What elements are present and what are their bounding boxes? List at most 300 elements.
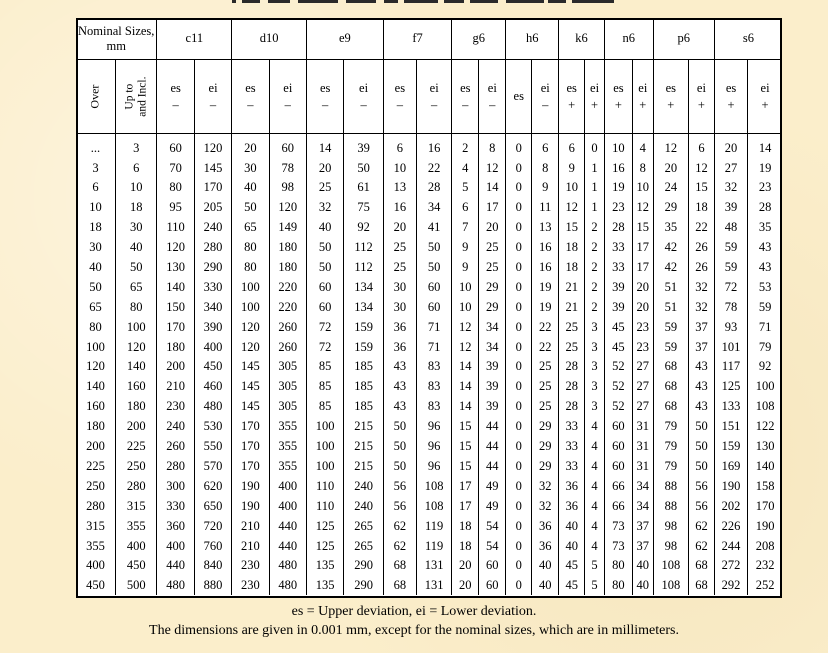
deviation-cell: 140: [157, 277, 194, 297]
deviation-cell: 39: [344, 134, 383, 158]
deviation-cell: 68: [383, 556, 416, 576]
deviation-cell: 92: [758, 359, 772, 374]
deviation-cell: 60: [269, 134, 306, 158]
deviation-cell: 125: [306, 536, 343, 556]
deviation-cell: 16: [532, 257, 559, 277]
deviation-cell: 22: [532, 337, 559, 357]
deviation-cell: 550: [194, 436, 231, 456]
deviation-cell: 290: [344, 576, 383, 596]
deviation-cell: 36: [383, 317, 416, 337]
deviation-cell: 92: [344, 218, 383, 238]
deviation-cell: 240: [344, 496, 383, 516]
deviation-cell: 39: [714, 198, 747, 218]
deviation-cell: 16: [417, 134, 452, 158]
deviation-subheader: es +: [559, 60, 585, 134]
deviation-cell: 159: [714, 436, 747, 456]
deviation-cell: 108: [417, 476, 452, 496]
deviation-cell: 330: [157, 496, 194, 516]
over-cell: 80: [76, 317, 115, 337]
deviation-cell: 3: [585, 397, 605, 417]
deviation-cell: 2: [585, 297, 605, 317]
deviation-cell: 19: [604, 178, 632, 198]
deviation-cell: 20: [452, 556, 479, 576]
deviation-cell: 149: [269, 218, 306, 238]
deviation-cell: 18: [559, 257, 585, 277]
deviation-cell: 37: [632, 536, 653, 556]
deviation-cell: 40: [532, 576, 559, 596]
deviation-cell: 7: [452, 218, 479, 238]
upto-cell: 80: [115, 297, 157, 317]
deviation-cell: 50: [688, 416, 714, 436]
deviation-cell: 45: [604, 317, 632, 337]
over-cell: 140: [76, 377, 115, 397]
upto-cell: 3: [115, 134, 157, 158]
over-cell: 450: [76, 576, 115, 596]
deviation-subheader: es –: [383, 60, 416, 134]
deviation-cell: 68: [653, 357, 688, 377]
deviation-cell: 98: [269, 178, 306, 198]
deviation-cell: 32: [688, 277, 714, 297]
deviation-cell: 450: [194, 357, 231, 377]
upto-label: Up to and Incl.: [123, 76, 149, 117]
deviation-cell: 56: [383, 476, 416, 496]
deviation-cell: 71: [417, 317, 452, 337]
deviation-cell: 79: [653, 436, 688, 456]
deviation-cell: 50: [306, 257, 343, 277]
deviation-cell: 29: [479, 277, 506, 297]
table-row: [76, 297, 782, 317]
deviation-cell: 25: [479, 237, 506, 257]
deviation-cell: 1: [585, 178, 605, 198]
deviation-cell: 17: [632, 237, 653, 257]
deviation-cell: 100: [306, 436, 343, 456]
deviation-cell: 265: [344, 536, 383, 556]
over-cell: 10: [76, 198, 115, 218]
deviation-cell: 54: [479, 536, 506, 556]
deviation-cell: 210: [157, 377, 194, 397]
deviation-cell: 42: [653, 257, 688, 277]
deviation-cell: 215: [344, 416, 383, 436]
deviation-cell: 23: [632, 317, 653, 337]
deviation-cell: 180: [269, 257, 306, 277]
deviation-cell: 159: [344, 337, 383, 357]
deviation-subheader: ei –: [417, 60, 452, 134]
deviation-cell: 96: [417, 456, 452, 476]
deviation-cell: 290: [344, 556, 383, 576]
deviation-cell: 80: [157, 178, 194, 198]
deviation-cell: 120: [232, 337, 269, 357]
deviation-cell: 50: [306, 237, 343, 257]
deviation-cell: 60: [306, 277, 343, 297]
deviation-cell: 32: [714, 178, 747, 198]
deviation-cell: 43: [688, 357, 714, 377]
deviation-cell: 570: [194, 456, 231, 476]
deviation-cell: 650: [194, 496, 231, 516]
deviation-cell: 27: [632, 357, 653, 377]
deviation-cell: 16: [383, 198, 416, 218]
deviation-cell: 10: [452, 297, 479, 317]
upto-cell: 280: [115, 476, 157, 496]
deviation-cell: 3: [585, 317, 605, 337]
deviation-cell: 720: [194, 516, 231, 536]
deviation-cell: 4: [585, 476, 605, 496]
deviation-cell: 5: [585, 576, 605, 596]
deviation-cell: 34: [632, 496, 653, 516]
deviation-cell: 34: [632, 476, 653, 496]
deviation-cell: 44: [479, 456, 506, 476]
deviation-cell: 25: [532, 357, 559, 377]
deviation-cell: 12: [479, 158, 506, 178]
deviation-cell: 244: [714, 536, 747, 556]
table-row: [76, 198, 782, 218]
deviation-cell: 185: [344, 397, 383, 417]
over-cell: 160: [76, 397, 115, 417]
deviation-cell: 50: [383, 456, 416, 476]
deviation-cell: 305: [269, 377, 306, 397]
deviation-cell: 68: [688, 576, 714, 596]
deviation-cell: 25: [559, 317, 585, 337]
deviation-cell: 130: [157, 257, 194, 277]
deviation-cell: 0: [506, 357, 532, 377]
deviation-cell: 100: [306, 456, 343, 476]
deviation-cell: 190: [232, 496, 269, 516]
deviation-cell: 3: [585, 337, 605, 357]
deviation-cell: 265: [344, 516, 383, 536]
deviation-cell: 120: [269, 198, 306, 218]
deviation-cell: 34: [479, 337, 506, 357]
over-cell: 65: [76, 297, 115, 317]
deviation-cell: 131: [417, 556, 452, 576]
deviation-cell: 36: [559, 496, 585, 516]
deviation-cell: 21: [559, 297, 585, 317]
deviation-cell: 98: [653, 516, 688, 536]
deviation-cell: 110: [306, 496, 343, 516]
fits-table-sheet: [76, 18, 782, 598]
over-cell: 280: [76, 496, 115, 516]
deviation-cell: 0: [506, 476, 532, 496]
deviation-cell: 9: [559, 158, 585, 178]
deviation-cell: 0: [506, 516, 532, 536]
deviation-cell: 59: [714, 257, 747, 277]
deviation-cell: 14: [306, 134, 343, 158]
deviation-cell: 10: [452, 277, 479, 297]
deviation-cell: 51: [653, 277, 688, 297]
table-row: [76, 456, 782, 476]
deviation-subheader: es +: [604, 60, 632, 134]
deviation-cell: 17: [452, 476, 479, 496]
deviation-cell: 28: [559, 397, 585, 417]
deviation-cell: 50: [688, 456, 714, 476]
deviation-cell: 125: [714, 377, 747, 397]
deviation-cell: 110: [306, 476, 343, 496]
deviation-cell: 119: [417, 536, 452, 556]
fit-class-header: e9: [306, 18, 383, 60]
deviation-cell: 5: [452, 178, 479, 198]
deviation-cell: 45: [604, 337, 632, 357]
top-cropped-text-fragment: [0, 0, 828, 14]
deviation-cell: 15: [452, 436, 479, 456]
table-row: [76, 337, 782, 357]
deviation-cell: 480: [269, 556, 306, 576]
deviation-cell: 19: [532, 277, 559, 297]
deviation-cell: 272: [714, 556, 747, 576]
deviation-cell: 59: [653, 337, 688, 357]
deviation-cell: 80: [232, 257, 269, 277]
deviation-cell: 305: [269, 397, 306, 417]
deviation-cell: 85: [306, 397, 343, 417]
deviation-cell: 79: [653, 456, 688, 476]
over-cell: 18: [76, 218, 115, 238]
deviation-cell: 10: [604, 134, 632, 158]
deviation-cell: 252: [755, 578, 775, 593]
deviation-cell: 68: [653, 377, 688, 397]
upto-cell: 6: [115, 158, 157, 178]
deviation-cell: 400: [194, 337, 231, 357]
table-row: [76, 397, 782, 417]
over-cell: 400: [76, 556, 115, 576]
deviation-cell: 78: [269, 158, 306, 178]
deviation-cell: 0: [506, 158, 532, 178]
deviation-cell: 31: [632, 456, 653, 476]
deviation-cell: 93: [714, 317, 747, 337]
upto-cell: 180: [115, 397, 157, 417]
deviation-cell: 40: [632, 576, 653, 596]
deviation-subheader: es +: [653, 60, 688, 134]
deviation-cell: 39: [604, 277, 632, 297]
deviation-cell: 25: [383, 257, 416, 277]
deviation-cell: 20: [452, 576, 479, 596]
deviation-cell: 158: [755, 478, 775, 493]
deviation-cell: 80: [604, 576, 632, 596]
deviation-cell: 75: [344, 198, 383, 218]
deviation-cell: 73: [604, 536, 632, 556]
deviation-cell: 37: [688, 337, 714, 357]
deviation-cell: 43: [758, 240, 772, 255]
deviation-cell: 12: [688, 158, 714, 178]
deviation-cell: 56: [383, 496, 416, 516]
table-row: [76, 536, 782, 556]
units-note: The dimensions are given in 0.001 mm, except for the nominal sizes, which are in millimeters.: [149, 623, 679, 638]
deviation-cell: 480: [269, 576, 306, 596]
deviation-cell: 0: [506, 397, 532, 417]
deviation-cell: 190: [232, 476, 269, 496]
deviation-cell: 79: [758, 339, 772, 354]
deviation-cell: 300: [157, 476, 194, 496]
deviation-cell: 202: [714, 496, 747, 516]
deviation-cell: 25: [559, 337, 585, 357]
deviation-cell: 0: [506, 456, 532, 476]
deviation-cell: 12: [452, 317, 479, 337]
deviation-cell: 0: [506, 337, 532, 357]
upto-cell: 140: [115, 357, 157, 377]
deviation-cell: 60: [604, 436, 632, 456]
deviation-cell: 185: [344, 377, 383, 397]
table-row: [76, 277, 782, 297]
over-cell: 200: [76, 436, 115, 456]
deviation-cell: 21: [559, 277, 585, 297]
deviation-cell: 35: [653, 218, 688, 238]
deviation-cell: 215: [344, 436, 383, 456]
deviation-cell: 60: [479, 556, 506, 576]
deviation-cell: 180: [269, 237, 306, 257]
deviation-cell: 14: [479, 178, 506, 198]
deviation-cell: 72: [714, 277, 747, 297]
deviation-cell: 28: [559, 377, 585, 397]
deviation-cell: 340: [194, 297, 231, 317]
deviation-cell: 25: [532, 377, 559, 397]
deviation-cell: 0: [506, 198, 532, 218]
deviation-cell: 51: [653, 297, 688, 317]
deviation-cell: 6: [559, 134, 585, 158]
deviation-cell: 34: [479, 317, 506, 337]
deviation-cell: 226: [714, 516, 747, 536]
deviation-cell: 260: [157, 436, 194, 456]
upto-cell: 160: [115, 377, 157, 397]
deviation-cell: 240: [344, 476, 383, 496]
deviation-cell: 110: [157, 218, 194, 238]
deviation-cell: 18: [452, 516, 479, 536]
deviation-cell: 4: [585, 436, 605, 456]
upto-cell: 65: [115, 277, 157, 297]
deviation-cell: 215: [344, 456, 383, 476]
deviation-cell: 85: [306, 357, 343, 377]
deviation-cell: 27: [632, 397, 653, 417]
deviation-cell: 83: [417, 357, 452, 377]
deviation-cell: 48: [714, 218, 747, 238]
over-cell: 50: [76, 277, 115, 297]
deviation-cell: 56: [688, 476, 714, 496]
deviation-cell: 66: [604, 476, 632, 496]
deviation-cell: 4: [585, 536, 605, 556]
deviation-cell: 31: [632, 416, 653, 436]
deviation-cell: 130: [755, 439, 775, 454]
deviation-cell: 134: [344, 297, 383, 317]
deviation-cell: 119: [417, 516, 452, 536]
deviation-cell: 52: [604, 377, 632, 397]
deviation-cell: 108: [755, 399, 775, 414]
deviation-cell: 18: [452, 536, 479, 556]
fit-class-header: n6: [604, 18, 653, 60]
deviation-subheader: es –: [306, 60, 343, 134]
deviation-cell: 460: [194, 377, 231, 397]
deviation-cell: 68: [383, 576, 416, 596]
deviation-cell: 3: [585, 377, 605, 397]
deviation-cell: 220: [269, 277, 306, 297]
deviation-cell: 8: [479, 134, 506, 158]
deviation-cell: 2: [585, 218, 605, 238]
deviation-cell: 39: [604, 297, 632, 317]
deviation-cell: 4: [585, 496, 605, 516]
deviation-cell: 20: [479, 218, 506, 238]
upto-cell: 120: [115, 337, 157, 357]
deviation-cell: 180: [157, 337, 194, 357]
deviation-cell: 23: [632, 337, 653, 357]
deviation-cell: 14: [452, 357, 479, 377]
deviation-cell: 355: [269, 436, 306, 456]
deviation-cell: 71: [417, 337, 452, 357]
table-row: [76, 237, 782, 257]
deviation-cell: 20: [653, 158, 688, 178]
deviation-cell: 159: [344, 317, 383, 337]
over-cell: 6: [76, 178, 115, 198]
deviation-cell: 10: [632, 178, 653, 198]
deviation-cell: 43: [383, 357, 416, 377]
deviation-cell: 15: [452, 416, 479, 436]
deviation-cell: 20: [632, 277, 653, 297]
deviation-cell: 28: [758, 200, 772, 215]
deviation-cell: 480: [194, 397, 231, 417]
table-row: [76, 218, 782, 238]
deviation-subheader: ei –: [269, 60, 306, 134]
over-label: Over: [87, 84, 102, 109]
deviation-cell: 260: [269, 337, 306, 357]
deviation-cell: 0: [506, 496, 532, 516]
deviation-cell: 26: [688, 257, 714, 277]
deviation-cell: 28: [417, 178, 452, 198]
deviation-cell: 120: [194, 134, 231, 158]
deviation-cell: 60: [604, 416, 632, 436]
deviation-cell: 96: [417, 416, 452, 436]
upto-cell: 225: [115, 436, 157, 456]
deviation-cell: 31: [632, 436, 653, 456]
table-row: [76, 436, 782, 456]
deviation-cell: 96: [417, 436, 452, 456]
deviation-cell: 18: [559, 237, 585, 257]
deviation-cell: 42: [653, 237, 688, 257]
deviation-cell: 71: [758, 319, 772, 334]
upto-cell: 18: [115, 198, 157, 218]
table-row: [76, 377, 782, 397]
table-row: [76, 496, 782, 516]
deviation-cell: 0: [585, 134, 605, 158]
deviation-cell: 25: [479, 257, 506, 277]
table-row: [76, 556, 782, 576]
tolerance-table: [76, 18, 782, 595]
deviation-cell: 39: [479, 377, 506, 397]
deviation-cell: 760: [194, 536, 231, 556]
over-cell: 120: [76, 357, 115, 377]
deviation-cell: 133: [714, 397, 747, 417]
table-row: [76, 178, 782, 198]
deviation-cell: 4: [452, 158, 479, 178]
deviation-cell: 6: [452, 198, 479, 218]
deviation-cell: 25: [532, 397, 559, 417]
deviation-cell: 100: [232, 297, 269, 317]
table-row: [76, 134, 782, 158]
deviation-cell: 33: [559, 456, 585, 476]
deviation-cell: 40: [559, 536, 585, 556]
deviation-cell: 23: [604, 198, 632, 218]
nominal-sizes-header: Nominal Sizes, mm: [76, 18, 157, 60]
over-cell: 40: [76, 257, 115, 277]
deviation-cell: 240: [194, 218, 231, 238]
deviation-cell: 170: [157, 317, 194, 337]
deviation-cell: 59: [653, 317, 688, 337]
deviation-cell: 4: [632, 134, 653, 158]
deviation-cell: 135: [306, 576, 343, 596]
deviation-cell: 68: [688, 556, 714, 576]
deviation-cell: 134: [344, 277, 383, 297]
deviation-cell: 33: [559, 416, 585, 436]
deviation-cell: 15: [452, 456, 479, 476]
deviation-cell: 45: [559, 556, 585, 576]
deviation-cell: 22: [417, 158, 452, 178]
table-row: [76, 416, 782, 436]
over-header: [76, 60, 115, 134]
deviation-subheader: es +: [714, 60, 747, 134]
deviation-cell: 232: [755, 558, 775, 573]
deviation-cell: 53: [758, 279, 772, 294]
